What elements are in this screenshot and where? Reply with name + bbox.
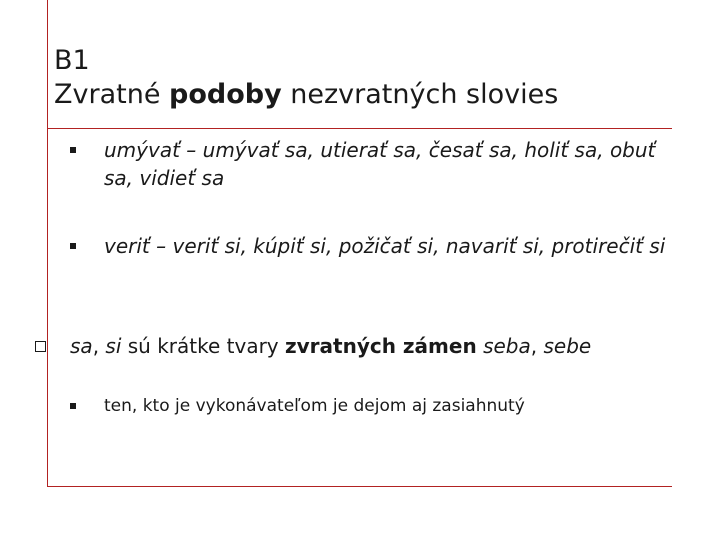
left-frame-line — [47, 0, 48, 486]
word-seba: seba — [483, 334, 531, 358]
bottom-divider — [47, 486, 672, 487]
title-text-post: nezvratných slovies — [281, 79, 559, 110]
word-sebe: sebe — [543, 334, 592, 358]
square-bullet-icon — [70, 147, 76, 153]
title-line-1: B1 — [54, 45, 90, 76]
sub-bullet-text-3: ten, kto je vykonávateľom je dejom aj zasiahnutý — [104, 396, 525, 416]
square-bullet-icon — [70, 243, 76, 249]
word-sa: sa — [70, 334, 93, 358]
word-si: si — [105, 334, 122, 358]
text-mid: sú krátke tvary — [121, 334, 285, 358]
separator-1: , — [92, 334, 106, 358]
hollow-square-bullet-icon — [35, 341, 46, 352]
slide-title — [54, 44, 558, 112]
square-bullet-icon — [70, 403, 76, 409]
main-bullet-text — [70, 332, 670, 360]
title-line-2 — [54, 78, 558, 112]
title-text-pre: Zvratné — [54, 79, 170, 110]
title-divider — [47, 128, 672, 129]
text-bold-term: zvratných zámen — [284, 334, 477, 358]
separator-2: , — [530, 334, 544, 358]
sub-bullet-text-2: veriť – veriť si, kúpiť si, požičať si, navariť si, protirečiť si — [104, 234, 666, 258]
sub-bullet-text-1: umývať – umývať sa, utierať sa, česať sa, holiť sa, obuť sa, vidieť sa — [104, 138, 656, 190]
title-text-bold: podoby — [169, 79, 282, 110]
